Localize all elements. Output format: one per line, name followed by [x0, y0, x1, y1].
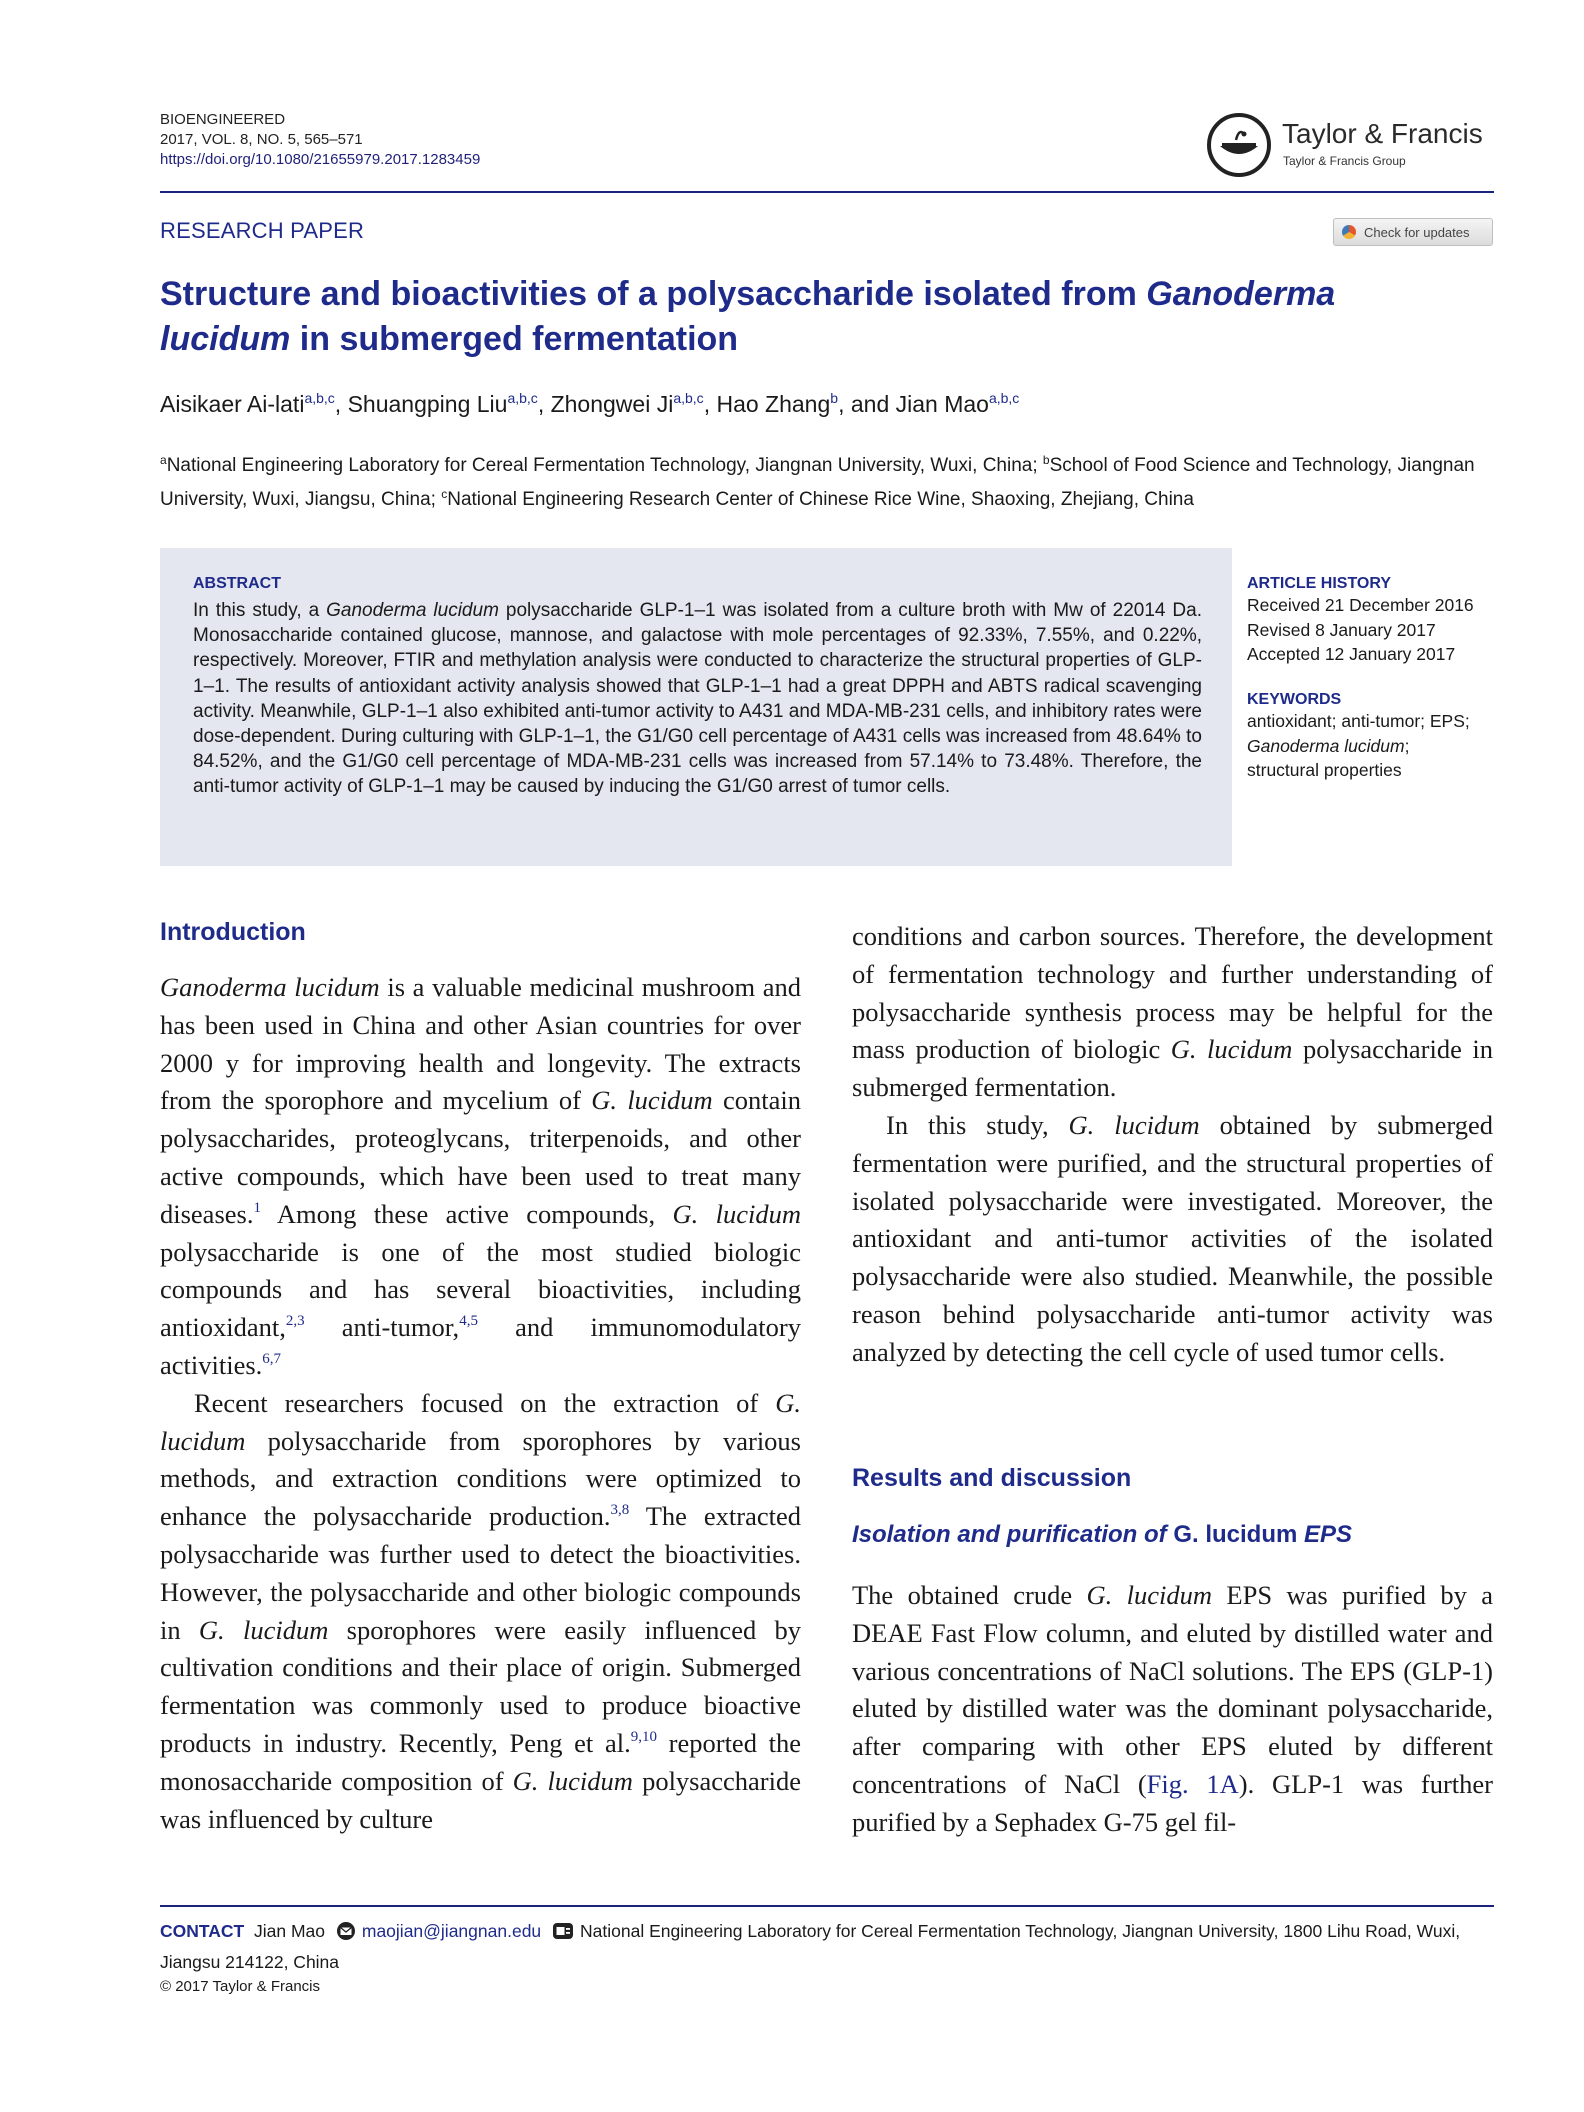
keywords-line3: structural properties — [1247, 760, 1402, 780]
results-heading: Results and discussion — [852, 1464, 1132, 1492]
keywords-line2: Ganoderma lucidum; — [1247, 735, 1410, 756]
intro-paragraph-1: Ganoderma lucidum is a valuable medicinal mushroom and has been used in China and other Asian countries for over 2000 y for improving health and longevity. The extracts from the sporophore and mycelium of G. lucidum contain polysaccharides, proteoglycans, triterpenoids, and other active compounds, which have been used to treat many diseases.$^1$ Among these active compounds, G. lucidum polysaccharide is one of the most studied biologic compounds and has several bioactivities, including antioxidant,$^{2,3}$ anti-tumor,$^{4,5}$ and immunomodulatory activities.$^{6,7}$ — [160, 972, 802, 1380]
journal-info — [160, 110, 480, 170]
keywords-line1: antioxidant; anti-tumor; EPS; — [1247, 711, 1470, 731]
accepted-date: Accepted 12 January 2017 — [1247, 644, 1456, 664]
keywords — [1247, 691, 1497, 783]
contact-name: Jian Mao — [253, 1921, 325, 1941]
introduction-heading: Introduction — [160, 918, 306, 946]
citation-link[interactable]: 3,8 — [610, 1502, 630, 1519]
author-affiliation-marker[interactable]: a,b,c — [673, 390, 704, 406]
crossmark-icon — [1342, 225, 1356, 239]
citation-link[interactable]: 4,5 — [459, 1313, 478, 1330]
email-icon — [336, 1921, 356, 1949]
journal-volume: 2017, VOL. 8, NO. 5, 565–571 — [160, 131, 363, 148]
header-rule — [160, 191, 1494, 193]
citation-link[interactable]: 2,3 — [285, 1313, 305, 1330]
publisher-group: Taylor & Francis Group — [1283, 154, 1406, 168]
author-name: Shuangping Liu — [347, 391, 508, 417]
author-affiliation-marker[interactable]: b — [830, 390, 839, 406]
contact-label: CONTACT — [160, 1921, 245, 1941]
title-species: Ganoderma lucidum — [160, 275, 1336, 358]
article-title — [160, 272, 1360, 362]
article-history-heading: ARTICLE HISTORY — [1247, 575, 1392, 592]
publisher-name: Taylor & Francis — [1282, 118, 1483, 149]
contact-email-link[interactable]: maojian@jiangnan.edu — [361, 1921, 542, 1941]
citation-link[interactable]: 9,10 — [630, 1728, 657, 1745]
affiliation-c: National Engineering Research Center of Chinese Rice Wine, Shaoxing, Zhejiang, China — [447, 489, 1194, 510]
doi-link[interactable]: https://doi.org/10.1080/21655979.2017.1283459 — [160, 151, 481, 168]
title-part1: Structure and bioactivities of a polysaccharide isolated from — [160, 275, 1147, 313]
title-part2: in submerged fermentation — [290, 320, 739, 358]
journal-name: BIOENGINEERED — [160, 111, 286, 128]
author-name: Jian Mao — [895, 391, 989, 417]
affiliation-b: School of Food Science and Technology, Jiangnan University, Wuxi, Jiangsu, China; — [160, 455, 1475, 510]
right-column — [852, 918, 1493, 1372]
study-paragraph: In this study, G. lucidum obtained by submerged fermentation were purified, and the structural properties of isolated polysaccharide were investigated. Moreover, the antioxidant and anti-tumor activities of the isolated polysaccharide were also studied. Meanwhile, the possible reason behind polysaccharide anti-tumor activity was analyzed by detecting the cell cycle of used tumor cells. — [852, 1109, 1494, 1367]
article-history — [1247, 575, 1497, 667]
figure-link[interactable]: Fig. 1A — [1146, 1768, 1239, 1799]
abstract-text: In this study, a Ganoderma lucidum polysaccharide GLP-1–1 was isolated from a culture broth with Mw of 22014 Da. Monosaccharide contained glucose, mannose, and galactose with mole percentages of 92.33%, 7.55%, and 0.22%, respectively. Moreover, FTIR and methylation analysis were conducted to characterize the structural properties of GLP-1–1. The results of antioxidant activity analysis showed that GLP-1–1 had a great DPPH and ABTS radical scavenging activity. Meanwhile, GLP-1–1 also exhibited anti-tumor activity to A431 and MDA-MB-231 cells, and inhibitory rates were dose-dependent. During culturing with GLP-1–1, the G1/G0 cell percentage of A431 cells was increased from 48.64% to 84.52%, and the G1/G0 cell percentage of MDA-MB-231 cells was increased from 57.14% to 73.48%. Therefore, the anti-tumor activity of GLP-1–1 may be caused by inducing the G1/G0 arrest of tumor cells. — [193, 600, 1202, 798]
check-for-updates-button[interactable] — [1333, 218, 1493, 246]
author-name: Aisikaer Ai-lati — [160, 391, 305, 417]
isolation-subheading: Isolation and purification of G. lucidum EPS — [852, 1521, 1353, 1548]
author-name: Hao Zhang — [716, 391, 831, 417]
contact-address: National Engineering Laboratory for Cereal Fermentation Technology, Jiangnan University, 1800 Lihu Road, Wuxi, Jiangsu 214122, China — [160, 1921, 1461, 1972]
results-paragraph: The obtained crude G. lucidum EPS was purified by a DEAE Fast Flow column, and eluted by distilled water and various concentrations of NaCl solutions. The EPS (GLP-1) eluted by distilled water was the dominant polysaccharide, after comparing with other EPS eluted by different concentrations of NaCl (Fig. 1A). GLP-1 was further purified by a Sephadex G-75 gel fil- — [852, 1580, 1494, 1837]
affiliation-a: National Engineering Laboratory for Cereal Fermentation Technology, Jiangnan University, Wuxi, China; — [166, 455, 1043, 476]
keywords-heading: KEYWORDS — [1247, 691, 1342, 708]
author-name: Zhongwei Ji — [550, 391, 674, 417]
intro-paragraph-continued: conditions and carbon sources. Therefore, the development of fermentation technology and further understanding of polysaccharide synthesis process may be helpful for the mass production of biologic G. lucidum polysaccharide in submerged fermentation. — [852, 921, 1493, 1103]
article-type: RESEARCH PAPER — [160, 218, 365, 243]
citation-link[interactable]: 1 — [253, 1199, 261, 1216]
publisher-logo-icon — [1206, 112, 1272, 178]
author-affiliation-marker[interactable]: a,b,c — [304, 390, 335, 406]
author-affiliation-marker[interactable]: a,b,c — [988, 390, 1020, 406]
address-icon — [552, 1921, 574, 1949]
author-list: Aisikaer Ai-lati$^{a,b,c}$, Shuangping Liu$^{a,b,c}$, Zhongwei Ji$^{a,b,c}$, Hao Zhang$^b$, and Jian Mao$^{a,b,c}$ — [160, 390, 1020, 417]
check-for-updates-label: Check for updates — [1364, 224, 1470, 240]
contact-info — [160, 1918, 1494, 1976]
copyright: © 2017 Taylor & Francis — [160, 1978, 321, 1995]
intro-paragraph-2: Recent researchers focused on the extraction of G. lucidum polysaccharide from sporophores by various methods, and extraction conditions were optimized to enhance the polysaccharide production.$^{3,8}$ The extracted polysaccharide was further used to detect the bioactivities. However, the polysaccharide and other biologic compounds in G. lucidum sporophores were easily influenced by cultivation conditions and their place of origin. Submerged fermentation was commonly used to produce bioactive products in industry. Recently, Peng et al.$^{9,10}$ reported the monosaccharide composition of G. lucidum polysaccharide was influenced by culture — [160, 1387, 802, 1834]
citation-link[interactable]: 6,7 — [262, 1350, 282, 1367]
abstract-heading: ABSTRACT — [193, 575, 281, 592]
revised-date: Revised 8 January 2017 — [1247, 619, 1436, 640]
received-date: Received 21 December 2016 — [1247, 595, 1474, 615]
left-column — [160, 969, 801, 1838]
author-affiliation-marker[interactable]: a,b,c — [507, 390, 538, 406]
affiliations: $^a$National Engineering Laboratory for Cereal Fermentation Technology, Jiangnan University, Wuxi, China; $^b$School of Food Science and Technology, Jiangnan University, Wuxi, Jiangsu, China; $^c$National Engineering Research Center of Chinese Rice Wine, Shaoxing, Zhejiang, China — [160, 453, 1475, 510]
footer-rule — [160, 1905, 1494, 1907]
